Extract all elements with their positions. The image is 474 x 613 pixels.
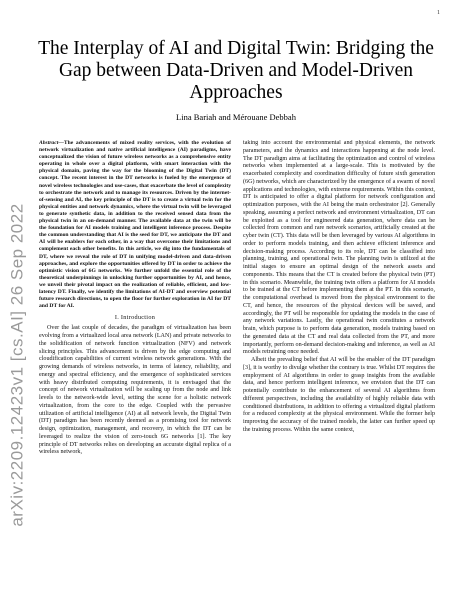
body-paragraph: Albeit the prevailing belief that AI will be the enabler of the DT paradigm [3], it is worthy to divulge whether the contrary is true. Whilst DT requires the employment of AI algorithms in order to grasp insights from the available data, and hence perform intelligent inference, we envision that the DT can potentially contribute to the enhancement of several AI algorithms from different perspectives, including the availability of highly reliable data with conditioned distributions, in addition to offering a virtualized digital platform for a reduced complexity at the physical environment. While the former help improving the accuracy of the trained models, the latter can further speed up the training process. Within the same context,	[243, 357, 435, 433]
abstract-label: Abstract	[39, 140, 59, 146]
left-column	[39, 140, 231, 605]
intro-paragraph: Over the last couple of decades, the paradigm of virtualization has been evolving from a virtualized local area network (LAN) and private networks to the solidification of network function virtualization (NFV) and network slicing principles. This advancement is driven by the edge computing and cloudification capabilities of current wireless network generations. With the growing demands of wireless networks, in terms of latency, reliability, and energy and spectral efficiency, and the emergence of sophisticated services with heavy distributed computing requirements, it is envisaged that the concept of network virtualization will be scaling up from the node and link levels to the network-wide level, setting the scene for a holistic network virtualization, from the core to the edge. Coupled with the pervasive utilization of artificial intelligence (AI) at all network levels, the Digital Twin (DT) paradigm has been recently deemed as a promising tool for network design, optimization, management, and recovery, in which the DT can be leveraged to realize the vision of zero-touch 6G networks [1]. The key principle of DT networks relies on developing an accurate digital replica of a wireless network,	[39, 325, 231, 456]
body-paragraph: taking into account the environmental and physical elements, the network parameters, and the dynamics and interactions happening at the node level. The DT paradigm aims at facilitating the optimization and control of wireless networks when implemented at a large-scale. This is motivated by the exacerbated complexity and coordination difficulty of future sixth generation (6G) networks, which are characterized by the emergence of a swarm of novel applications and technologies, with extreme requirements. Within this context, DT is anticipated to offer a digital platform for network configuration and optimization purposes, with the AI being the main orchestrator [2]. Generally speaking, assuming a perfect network and environment virtualization, DT can be exploited as a tool for engineered data generation, where data can be collected from common and rare network scenarios, artificially created at the cyber twin (CT). This data will be then leveraged by various AI algorithms in order to perform models training, and then achieve efficient inference and decision-making process. According to its role, DT can be classified into planning, training, and operational twin. The planning twin is utilized at the initial stages to ensure an optimal design of the network assets and components. This means that the CT is created before the physical twin (PT) in this scenario. Meanwhile, the training twin offers a platform for AI models to be trained at the CT before implementing them at the PT. In this scenario, the computational overhead is moved from the physical environment to the CT, and hence, the resources of the physical devices will be saved, and accordingly, the PT will be responsible for updating the models in the case of any network variations. Lastly, the operational twin constitutes a network brain, which purpose is to perform data generation, models training based on the generated data at the CT and real data collected from the PT, and more importantly, perform on-demand decision-making and inference, as well as AI models retraining once needed.	[243, 140, 435, 356]
section-heading-introduction: I. Introduction	[114, 314, 156, 322]
paper-title: The Interplay of AI and Digital Twin: Bridging the Gap between Data-Driven and Model-Driven Approaches	[38, 38, 434, 103]
paper-authors: Lina Bariah and Mérouane Debbah	[176, 112, 296, 122]
abstract	[39, 140, 231, 310]
page-number: 1	[437, 10, 440, 16]
arxiv-identifier-text: arXiv:2209.12423v1 [cs.AI] 26 Sep 2022	[8, 203, 28, 527]
right-column	[243, 140, 435, 605]
arxiv-identifier-stamp	[6, 150, 30, 580]
abstract-text: —The advancements of mixed reality services, with the evolution of network virtualization and native artificial intelligence (AI) paradigms, have conceptualized the vision of future wireless networks as a comprehensive entity operating in whole over a digital platform, with smart interaction with the physical domain, paving the way for the blooming of the Digital Twin (DT) concept. The recent interest in the DT networks is fueled by the emergence of novel wireless technologies and use-cases, that exacerbate the level of complexity to orchestrate the network and to manage its resources. Driven by the internet-of-sensing and AI, the key principle of the DT is to create a virtual twin for the physical entities and network dynamics, where the virtual twin will be leveraged to generate synthetic data, in addition to the received sensed data from the physical twin in an on-demand manner. The available data at the twin will be the foundation for AI models training and intelligent inference process. Despite the common understanding that AI is the seed for DT, we anticipate the DT and AI will be enablers for each other, in a way that overcome their limitations and complement each other benefits. In this article, we dig into the fundamentals of DT, where we reveal the role of DT in unifying model-driven and data-driven approaches, and explore the opportunities offered by DT in order to achieve the optimistic vision of 6G networks. We further unfold the essential role of the theoretical underpinnings in unlocking further opportunities by AI, and hence, we unveil their pivotal impact on the realization of reliable, efficient, and low-latency DT. Finally, we identify the limitations of AI-DT and overview potential future research directions, to open the floor for further exploration in AI for DT and DT for AI.	[39, 140, 231, 310]
